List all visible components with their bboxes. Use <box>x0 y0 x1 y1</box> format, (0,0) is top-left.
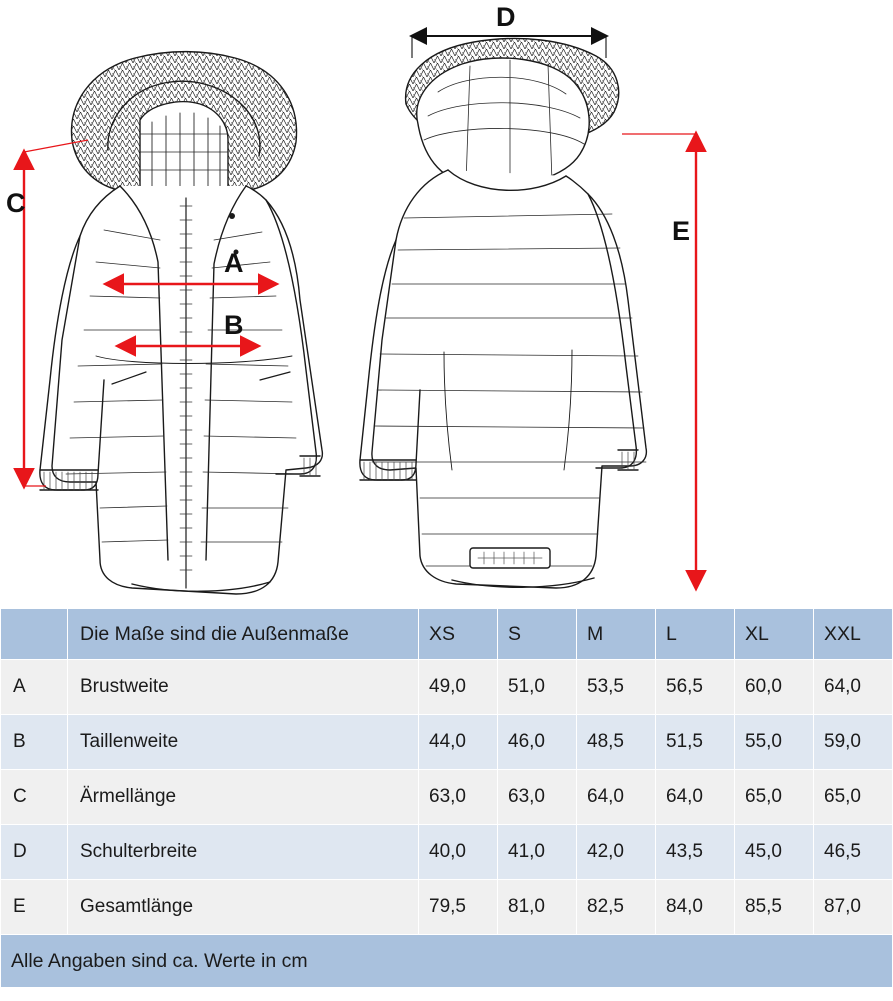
measurements-table <box>0 608 893 988</box>
row-desc: Schulterbreite <box>68 825 419 880</box>
row-value: 46,0 <box>498 715 577 770</box>
table-head <box>1 609 893 660</box>
back-view <box>360 38 647 588</box>
table-body <box>1 660 893 935</box>
dimension-label-D: D <box>496 2 516 32</box>
table-foot <box>1 935 893 988</box>
row-value: 51,0 <box>498 660 577 715</box>
coat-drawing-svg <box>0 0 720 608</box>
row-key: E <box>1 880 68 935</box>
table-row <box>1 715 893 770</box>
table-row <box>1 770 893 825</box>
row-key: C <box>1 770 68 825</box>
row-value: 46,5 <box>814 825 893 880</box>
row-value: 51,5 <box>656 715 735 770</box>
table-row <box>1 880 893 935</box>
dimension-label-E: E <box>672 216 691 246</box>
header-size-m: M <box>577 609 656 660</box>
row-desc: Brustweite <box>68 660 419 715</box>
row-value: 49,0 <box>419 660 498 715</box>
row-value: 44,0 <box>419 715 498 770</box>
row-value: 64,0 <box>814 660 893 715</box>
row-value: 42,0 <box>577 825 656 880</box>
header-size-xs: XS <box>419 609 498 660</box>
header-size-xxl: XXL <box>814 609 893 660</box>
front-view <box>40 52 323 594</box>
table-footnote-row <box>1 935 893 988</box>
header-size-s: S <box>498 609 577 660</box>
row-value: 60,0 <box>735 660 814 715</box>
row-value: 53,5 <box>577 660 656 715</box>
row-value: 43,5 <box>656 825 735 880</box>
row-value: 84,0 <box>656 880 735 935</box>
row-desc: Gesamtlänge <box>68 880 419 935</box>
row-key: B <box>1 715 68 770</box>
row-value: 56,5 <box>656 660 735 715</box>
row-value: 87,0 <box>814 880 893 935</box>
table-row <box>1 825 893 880</box>
table-row <box>1 660 893 715</box>
row-desc: Ärmellänge <box>68 770 419 825</box>
row-value: 48,5 <box>577 715 656 770</box>
dimension-label-B: B <box>224 310 244 340</box>
row-value: 82,5 <box>577 880 656 935</box>
row-key: A <box>1 660 68 715</box>
table-header-row <box>1 609 893 660</box>
header-size-xl: XL <box>735 609 814 660</box>
row-desc: Taillenweite <box>68 715 419 770</box>
table-footnote: Alle Angaben sind ca. Werte in cm <box>1 935 893 988</box>
row-key: D <box>1 825 68 880</box>
garment-illustration <box>0 0 720 608</box>
row-value: 59,0 <box>814 715 893 770</box>
row-value: 45,0 <box>735 825 814 880</box>
row-value: 85,5 <box>735 880 814 935</box>
row-value: 63,0 <box>419 770 498 825</box>
row-value: 81,0 <box>498 880 577 935</box>
measurements-table-wrapper <box>0 608 861 988</box>
dimension-label-A: A <box>224 248 244 278</box>
row-value: 40,0 <box>419 825 498 880</box>
row-value: 64,0 <box>577 770 656 825</box>
dimension-label-C: C <box>6 188 26 218</box>
row-value: 63,0 <box>498 770 577 825</box>
row-value: 65,0 <box>814 770 893 825</box>
row-value: 55,0 <box>735 715 814 770</box>
row-value: 41,0 <box>498 825 577 880</box>
row-value: 65,0 <box>735 770 814 825</box>
header-title: Die Maße sind die Außenmaße <box>68 609 419 660</box>
header-key-cell <box>1 609 68 660</box>
row-value: 64,0 <box>656 770 735 825</box>
row-value: 79,5 <box>419 880 498 935</box>
header-size-l: L <box>656 609 735 660</box>
